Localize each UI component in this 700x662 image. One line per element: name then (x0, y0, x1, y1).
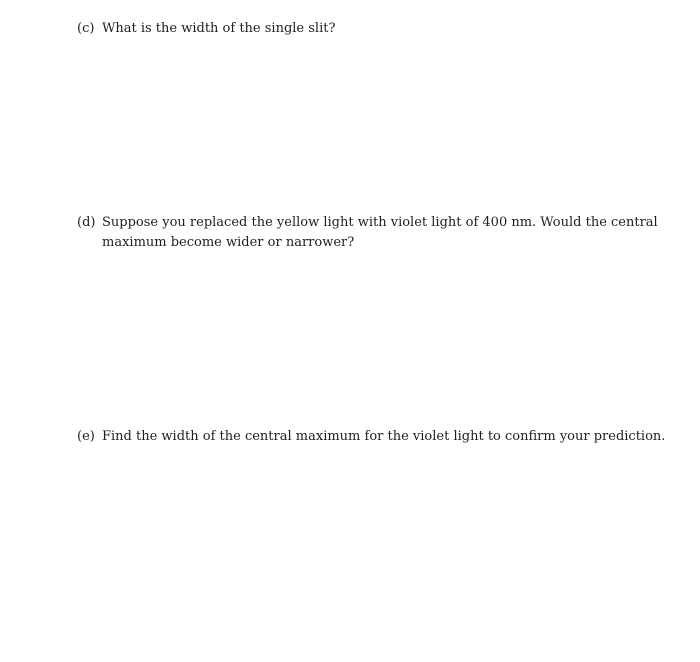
question-text-line: Suppose you replaced the yellow light with violet light of 400 nm. Would the central (102, 215, 658, 230)
question-label: (d) (77, 215, 96, 230)
question-text (102, 427, 665, 447)
question-text-line: Find the width of the central maximum for the violet light to confirm your prediction. (102, 429, 666, 444)
question-text (102, 19, 637, 39)
question-text (102, 213, 658, 253)
question-label: (c) (77, 21, 95, 36)
question-e (77, 427, 666, 447)
question-d (77, 213, 658, 253)
question-text-line: What is the width of the single slit? (102, 21, 336, 36)
question-c (77, 19, 637, 39)
question-text-line: maximum become wider or narrower? (102, 235, 355, 250)
question-label: (e) (77, 429, 95, 444)
